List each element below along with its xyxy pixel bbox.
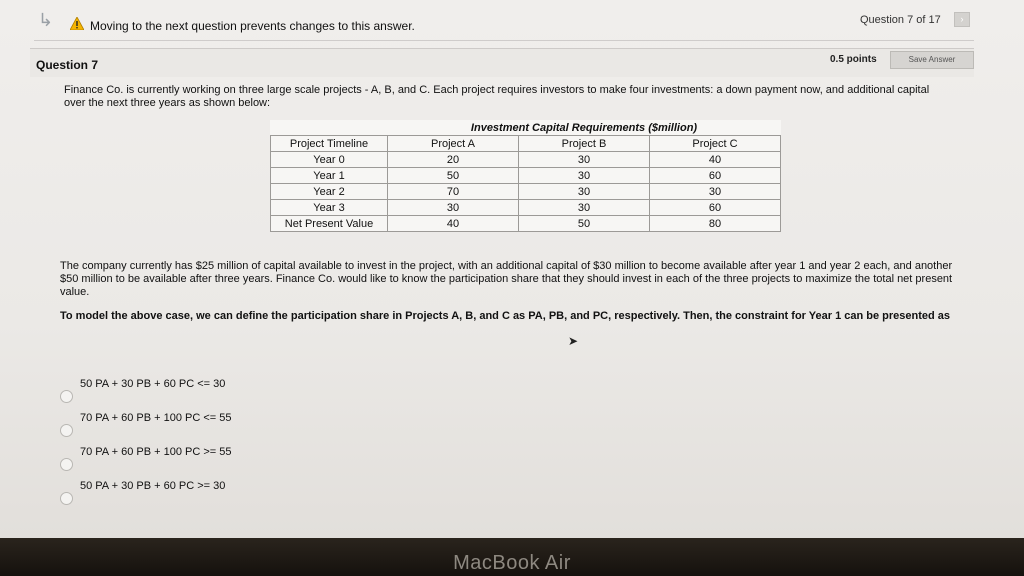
question-header [30, 48, 974, 77]
question-title: Question 7 [36, 58, 99, 72]
table-cell: 60 [650, 200, 781, 216]
answer-option[interactable] [60, 478, 460, 506]
table-cell: 30 [388, 200, 519, 216]
radio-button[interactable] [60, 424, 73, 437]
warning-icon [70, 17, 84, 35]
table-row [271, 216, 781, 232]
table-cell: 50 [519, 216, 650, 232]
save-answer-button[interactable]: Save Answer [890, 51, 974, 69]
radio-button[interactable] [60, 492, 73, 505]
answer-option[interactable] [60, 376, 460, 404]
table-cell: Year 3 [271, 200, 388, 216]
option-label: 70 PA + 60 PB + 100 PC >= 55 [80, 446, 232, 458]
question-counter: Question 7 of 17 [860, 14, 941, 26]
question-nav-button[interactable]: › [954, 12, 970, 27]
bezel-brand-text: MacBook Air [453, 552, 571, 574]
radio-button[interactable] [60, 390, 73, 403]
table-corner [271, 120, 388, 136]
table-cell: 60 [650, 168, 781, 184]
table-cell: 30 [650, 184, 781, 200]
option-label: 50 PA + 30 PB + 60 PC <= 30 [80, 378, 226, 390]
table-header-row [271, 136, 781, 152]
table-header-cell: Project C [650, 136, 781, 152]
table-cell: 80 [650, 216, 781, 232]
redirect-arrow-icon: ↳ [38, 10, 54, 30]
table-cell: Net Present Value [271, 216, 388, 232]
table-cell: 30 [519, 200, 650, 216]
investment-table [270, 120, 781, 232]
table-cell: 20 [388, 152, 519, 168]
warning-message: Moving to the next question prevents changes to this answer. [90, 19, 415, 33]
top-bar [38, 10, 978, 38]
table-row [271, 200, 781, 216]
option-label: 50 PA + 30 PB + 60 PC >= 30 [80, 480, 226, 492]
table-cell: 30 [519, 168, 650, 184]
question-prompt: Finance Co. is currently working on three large scale projects - A, B, and C. Each project requires investors to make four investments: a down payment now, and additional capital over the next three years as shown below: [64, 84, 930, 109]
table-cell: Year 0 [271, 152, 388, 168]
table-row [271, 184, 781, 200]
table-caption: Investment Capital Requirements ($million) [388, 120, 781, 136]
answer-option[interactable] [60, 444, 460, 472]
table-cell: 30 [519, 184, 650, 200]
model-prompt: To model the above case, we can define the participation share in Projects A, B, and C as PA, PB, and PC, respectively. Then, the constraint for Year 1 can be presented as [60, 310, 951, 322]
table-row [271, 168, 781, 184]
table-row [271, 152, 781, 168]
points-label: 0.5 points [830, 54, 877, 65]
table-cell: 50 [388, 168, 519, 184]
laptop-bezel [0, 538, 1024, 576]
table-header-cell: Project A [388, 136, 519, 152]
table-cell: 40 [650, 152, 781, 168]
answer-option[interactable] [60, 410, 460, 438]
mouse-cursor-icon: ➤ [568, 334, 579, 348]
table-cell: 40 [388, 216, 519, 232]
table-cell: Year 2 [271, 184, 388, 200]
radio-button[interactable] [60, 458, 73, 471]
table-header-cell: Project B [519, 136, 650, 152]
table-cell: 70 [388, 184, 519, 200]
case-description: The company currently has $25 million of capital available to invest in the project, with an additional capital of $30 million to become available after year 1 and year 2 each, and another $50 million to be available after three years. Finance Co. would like to know the participation share that they should invest in each of the three projects to maximize the total net present value. [60, 260, 953, 298]
table-cell: 30 [519, 152, 650, 168]
table-cell: Year 1 [271, 168, 388, 184]
table-header-cell: Project Timeline [271, 136, 388, 152]
divider [34, 40, 974, 41]
option-label: 70 PA + 60 PB + 100 PC <= 55 [80, 412, 232, 424]
